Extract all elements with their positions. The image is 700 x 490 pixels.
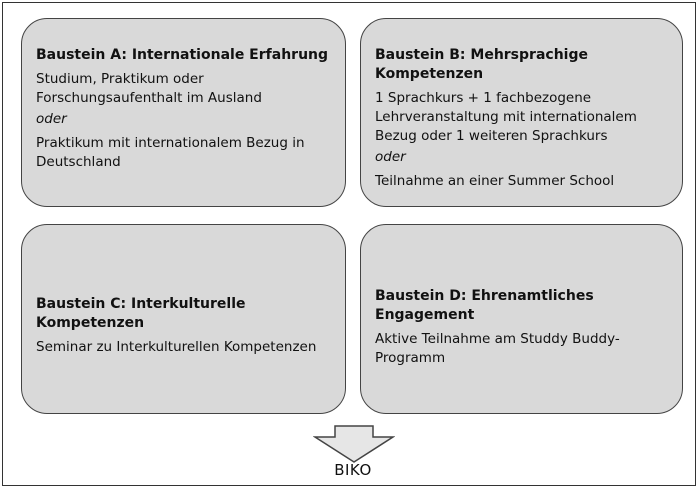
block-a-line-1: Studium, Praktikum oder — [36, 71, 204, 87]
block-a-title: Baustein A: Internationale Erfahrung — [36, 47, 329, 63]
building-block-d — [360, 224, 683, 414]
block-b-alt-line-1: Teilnahme an einer Summer School — [375, 173, 615, 189]
building-block-c — [21, 224, 346, 414]
block-d-title: Baustein D: Ehrenamtliches Engagement — [375, 288, 594, 323]
block-c-title: Baustein C: Interkulturelle Kompetenzen — [36, 296, 246, 331]
block-b-line-1: 1 Sprachkurs + 1 fachbezogene — [375, 90, 592, 106]
result-label: BIKO — [334, 461, 372, 479]
block-d-line-2: Programm — [375, 350, 446, 366]
block-b-connector: oder — [375, 149, 406, 165]
block-a-line-2: Forschungsaufenthalt im Ausland — [36, 90, 262, 106]
block-c-line-1: Seminar zu Interkulturellen Kompetenzen — [36, 339, 317, 355]
block-a-alt-line-2: Deutschland — [36, 154, 121, 170]
block-b-line-2: Lehrveranstaltung mit internationalem — [375, 109, 637, 125]
block-d-line-1: Aktive Teilnahme am Studdy Buddy- — [375, 331, 620, 347]
diagram-frame — [2, 2, 696, 486]
building-block-b — [360, 18, 683, 207]
block-b-line-3: Bezug oder 1 weiteren Sprachkurs — [375, 128, 608, 144]
building-block-a — [21, 18, 346, 207]
block-a-connector: oder — [36, 111, 67, 127]
block-a-alt-line-1: Praktikum mit internationalem Bezug in — [36, 135, 305, 151]
block-b-title: Baustein B: Mehrsprachige Kompetenzen — [375, 47, 588, 82]
down-arrow-icon — [313, 425, 395, 463]
